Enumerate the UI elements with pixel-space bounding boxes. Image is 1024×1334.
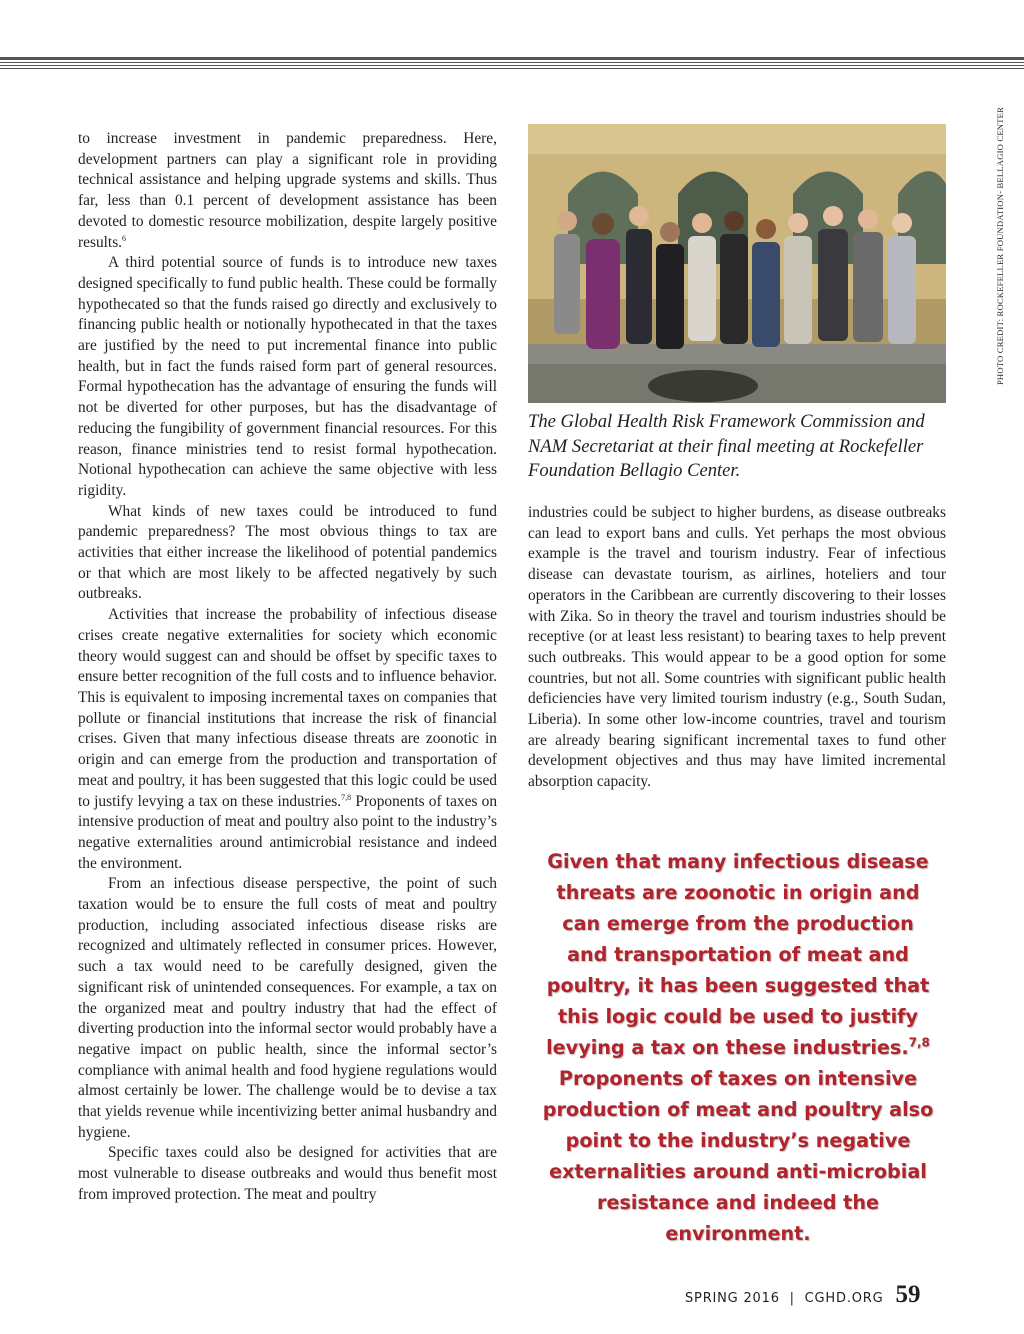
header-rule-thin-1 — [0, 62, 1024, 63]
paragraph: to increase investment in pandemic preparedness. Here, development partners can play a significant role in providing technical assistance and helping upgrade systems and skills. Thus far, less than 0.1 percent of development assistance has been devoted to domestic resource mobilization, despite largely positive results.$^6$ — [78, 130, 497, 251]
right-column — [528, 503, 946, 793]
paragraph: From an infectious disease perspective, the point of such taxation would be to ensure the full costs of meat and poultry production, including associated infectious disease risks are recognized and ultimately reflected in consumer prices. However, such a tax would need to be carefully designed, given the significant risk of unintended consequences. For example, a tax on the organized meat and poultry industry that had the effect of diverting production into the informal sector would probably have a negative impact on public health, since the informal sector’s compliance with animal health and food hygiene regulations would almost certainly be lower. The challenge would be to devise a tax that yields revenue while incentivizing better animal husbandry and hygiene. — [78, 875, 497, 1141]
header-rule-thin-3 — [0, 68, 1024, 69]
paragraph: Specific taxes could also be designed for activities that are most vulnerable to disease outbreaks and would thus benefit most from improved protection. The meat and poultry — [78, 1144, 497, 1203]
footer-text: SPRING 2016 | CGHD.ORG — [685, 1291, 884, 1306]
page-footer — [685, 1281, 921, 1311]
pull-quote: Given that many infectious disease threats are zoonotic in origin and can emerge from the production and transportation of meat and poultry, it has been suggested that this logic could be used to justify levying a tax on these industries.$^{7,8}$ Proponents of taxes on intensive production of meat and poultry also point to the industry’s negative externalities around anti-microbial resistance and indeed the environment. — [542, 850, 934, 1245]
paragraph: What kinds of new taxes could be introduced to fund pandemic preparedness? The most obvious things to tax are activities that either increase the likelihood of potential pandemics or that which are most likely to be affected negatively by such outbreaks. — [78, 502, 497, 603]
left-column — [78, 129, 497, 1206]
paragraph: A third potential source of funds is to introduce new taxes designed specifically to fund public health. These could be formally hypothecated so that the funds raised go directly and exclusively to financing public health or notionally hypothecated in that the taxes are justified by the need to put incremental finance into public health, but in fact the funds raised form part of general resources. Formal hypothecation has the advantage of ensuring the funds will not be diverted for other purposes, but has the disadvantage of reducing the fungibility of government financial resources. For this reason, finance ministries tend to resist formal hypothecation. Notional hypothecation can achieve the same objective with less rigidity. — [78, 254, 497, 499]
header-rule-thick — [0, 57, 1024, 60]
group-photo — [528, 124, 946, 403]
page-number: 59 — [895, 1281, 921, 1308]
paragraph: Activities that increase the probability of infectious disease crises create negative externalities for society which economic theory would suggest can and should be offset by specific taxes to ensure better recognition of the full costs and to influence behavior. This is equivalent to imposing incremental taxes on companies that pollute or financial institutions that increase the risk of financial crises. Given that many infectious disease threats are zoonotic in origin and can emerge from the production and transportation of meat and poultry, it has been suggested that this logic could be used to justify levying a tax on these industries.$^{7,8}$ Proponents of taxes on intensive production of meat and poultry also point to the industry’s negative externalities around antimicrobial resistance and indeed the environment. — [78, 606, 498, 872]
paragraph: industries could be subject to higher burdens, as disease outbreaks can lead to export bans and culls. Yet perhaps the most obvious example is the travel and tourism industry. Fear of infectious disease can devastate tourism, as airlines, hoteliers and tour operators in the Caribbean are currently discovering to their losses with Zika. So in theory the travel and tourism industries should be receptive (or at least less resistant) to bearing taxes to help prevent such outbreaks. This would appear to be a good option for some countries, but not all. Some countries with significant public health deficiencies have very limited tourism industry (e.g., South Sudan, Liberia). In some other low-income countries, travel and tourism are already bearing significant incremental taxes to fund other development objectives and thus may have limited incremental absorption capacity. — [528, 504, 946, 791]
header-rule-thin-2 — [0, 65, 1024, 66]
photo-caption: The Global Health Risk Framework Commission and NAM Secretariat at their final meeting at Rockefeller Foundation Bellagio Center. — [528, 411, 925, 481]
footnote-ref: 7,8 — [908, 1035, 930, 1050]
footnote-ref: 6 — [122, 233, 127, 243]
footnote-ref: 7,8 — [341, 792, 352, 802]
photo-credit: PHOTO CREDIT: ROCKEFELLER FOUNDATION- BELLAGIO CENTER — [995, 106, 1005, 386]
